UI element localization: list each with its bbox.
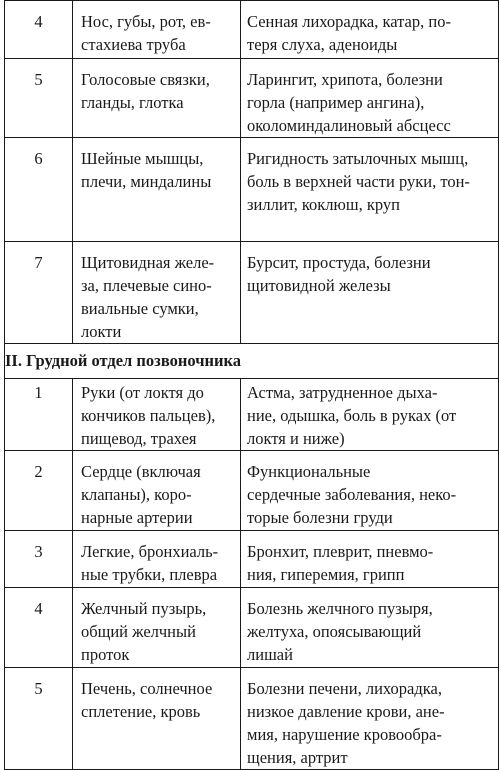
conditions-cell bbox=[241, 1, 499, 59]
vertebra-number: 1 bbox=[34, 383, 43, 402]
organs-line: Щитовидная желе- bbox=[81, 253, 215, 272]
vertebra-number-cell bbox=[5, 451, 73, 531]
conditions-line: торые болезни груди bbox=[247, 508, 393, 527]
vertebra-number-cell bbox=[5, 242, 73, 344]
table-row bbox=[5, 138, 499, 242]
table-row bbox=[5, 1, 499, 59]
vertebra-number-cell bbox=[5, 138, 73, 242]
organs-cell bbox=[73, 1, 241, 59]
organs-line: Сердце (включая bbox=[81, 462, 201, 481]
vertebrae-table bbox=[4, 0, 499, 770]
organs-cell bbox=[73, 451, 241, 531]
conditions-line: ние, одышка, боль в руках (от bbox=[247, 406, 457, 425]
conditions-line: Ларингит, хрипота, болезни bbox=[247, 70, 443, 89]
conditions-cell bbox=[241, 668, 499, 770]
conditions-cell bbox=[241, 588, 499, 668]
vertebra-number: 5 bbox=[34, 70, 43, 89]
organs-cell bbox=[73, 242, 241, 344]
conditions-line: Функциональные bbox=[247, 462, 371, 481]
table-row bbox=[5, 379, 499, 451]
conditions-line: желтуха, опоясывающий bbox=[247, 622, 422, 641]
conditions-line: сердечные заболевания, неко- bbox=[247, 485, 457, 504]
vertebra-number: 3 bbox=[34, 542, 43, 561]
organs-line: Желчный пузырь, bbox=[81, 599, 207, 618]
conditions-line: Сенная лихорадка, катар, по- bbox=[247, 12, 451, 31]
conditions-line: Бурсит, простуда, болезни bbox=[247, 253, 431, 272]
organs-line: Голосовые связки, bbox=[81, 70, 210, 89]
vertebra-number-cell bbox=[5, 1, 73, 59]
organs-line: за, плечевые сино- bbox=[81, 276, 212, 295]
conditions-line: теря слуха, аденоиды bbox=[247, 35, 398, 54]
conditions-line: низкое давление крови, ане- bbox=[247, 702, 445, 721]
organs-cell bbox=[73, 59, 241, 138]
vertebra-number-cell bbox=[5, 379, 73, 451]
organs-cell bbox=[73, 379, 241, 451]
conditions-cell bbox=[241, 138, 499, 242]
organs-line: Печень, солнечное bbox=[81, 679, 213, 698]
organs-line: виальные сумки, bbox=[81, 299, 199, 318]
organs-line: клапаны), коро- bbox=[81, 485, 192, 504]
organs-line: плечи, миндалины bbox=[81, 172, 212, 191]
organs-cell bbox=[73, 668, 241, 770]
organs-line: Нос, губы, рот, ев- bbox=[81, 12, 211, 31]
table-row bbox=[5, 531, 499, 588]
table-row bbox=[5, 588, 499, 668]
conditions-line: лишай bbox=[247, 645, 293, 664]
vertebra-number: 6 bbox=[34, 149, 43, 168]
conditions-line: Астма, затрудненное дыха- bbox=[247, 383, 438, 402]
organs-cell bbox=[73, 531, 241, 588]
section-title: II. Грудной отдел позвоночника bbox=[5, 351, 242, 370]
conditions-line: Болезни печени, лихорадка, bbox=[247, 679, 442, 698]
organs-line: стахиева труба bbox=[81, 35, 186, 54]
organs-line: Шейные мышцы, bbox=[81, 149, 204, 168]
table-row bbox=[5, 242, 499, 344]
conditions-cell bbox=[241, 379, 499, 451]
conditions-cell bbox=[241, 59, 499, 138]
vertebra-number-cell bbox=[5, 588, 73, 668]
vertebra-number-cell bbox=[5, 59, 73, 138]
vertebra-number: 2 bbox=[34, 462, 43, 481]
section-heading-row bbox=[5, 344, 499, 379]
conditions-line: Болезнь желчного пузыря, bbox=[247, 599, 433, 618]
table-row bbox=[5, 59, 499, 138]
conditions-line: Ригидность затылочных мышц, bbox=[247, 149, 469, 168]
conditions-line: щения, артрит bbox=[247, 748, 348, 767]
vertebra-number-cell bbox=[5, 668, 73, 770]
organs-line: Легкие, бронхиаль- bbox=[81, 542, 219, 561]
organs-line: Руки (от локтя до bbox=[81, 383, 204, 402]
organs-line: гланды, глотка bbox=[81, 93, 184, 112]
conditions-line: околоминдалиновый абсцесс bbox=[247, 116, 451, 135]
organs-line: пищевод, трахея bbox=[81, 429, 197, 448]
conditions-cell bbox=[241, 531, 499, 588]
conditions-line: мия, нарушение кровообра- bbox=[247, 725, 442, 744]
conditions-line: щитовидной железы bbox=[247, 276, 391, 295]
table-row bbox=[5, 668, 499, 770]
vertebra-number: 4 bbox=[34, 599, 43, 618]
conditions-line: ния, гиперемия, грипп bbox=[247, 565, 405, 584]
conditions-line: локтя и ниже) bbox=[247, 429, 345, 448]
table-row bbox=[5, 451, 499, 531]
conditions-line: Бронхит, плеврит, пневмо- bbox=[247, 542, 434, 561]
organs-line: общий желчный bbox=[81, 622, 196, 641]
vertebra-number: 7 bbox=[34, 253, 43, 272]
vertebra-number: 4 bbox=[34, 12, 43, 31]
conditions-line: боль в верхней части руки, тон- bbox=[247, 172, 470, 191]
organs-line: нарные артерии bbox=[81, 508, 193, 527]
organs-line: кончиков пальцев), bbox=[81, 406, 216, 425]
organs-line: ные трубки, плевра bbox=[81, 565, 218, 584]
section-heading-cell bbox=[5, 344, 499, 379]
organs-cell bbox=[73, 588, 241, 668]
conditions-line: горла (например ангина), bbox=[247, 93, 425, 112]
vertebra-number-cell bbox=[5, 531, 73, 588]
conditions-cell bbox=[241, 242, 499, 344]
organs-line: локти bbox=[81, 322, 122, 341]
vertebra-number: 5 bbox=[34, 679, 43, 698]
organs-line: проток bbox=[81, 645, 130, 664]
organs-line: сплетение, кровь bbox=[81, 702, 201, 721]
organs-cell bbox=[73, 138, 241, 242]
conditions-line: зиллит, коклюш, круп bbox=[247, 195, 400, 214]
conditions-cell bbox=[241, 451, 499, 531]
